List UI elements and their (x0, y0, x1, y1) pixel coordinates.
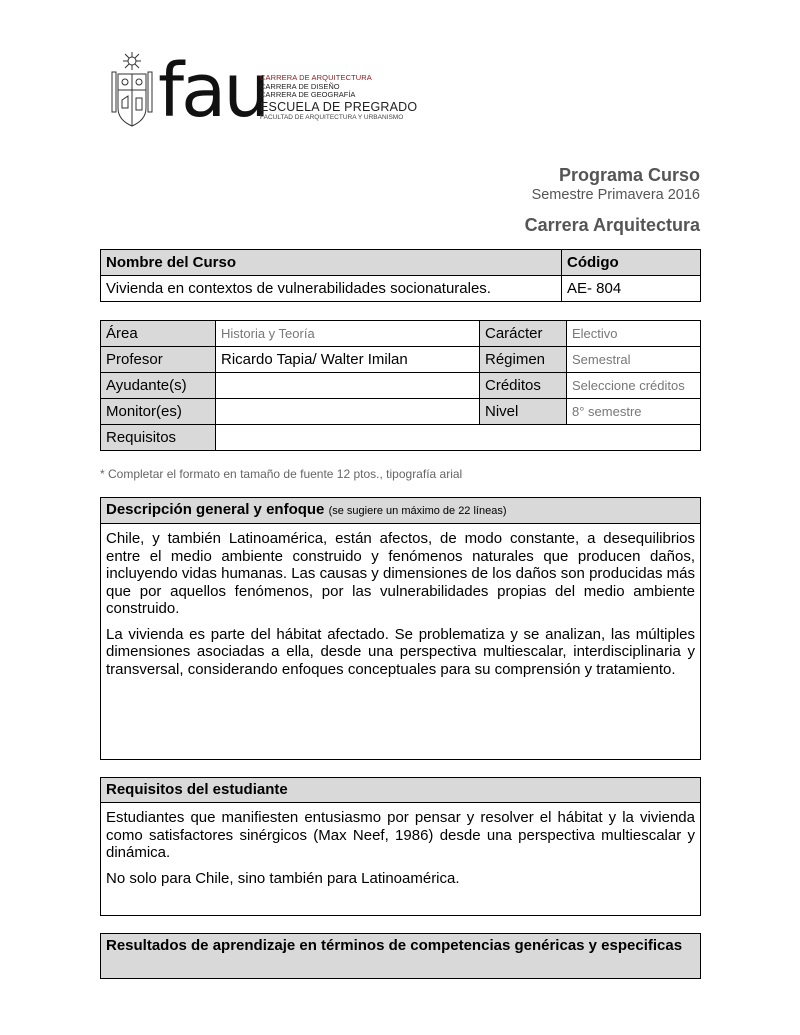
regimen-field[interactable]: Semestral (567, 347, 701, 373)
profesor-label: Profesor (101, 347, 216, 373)
fau-logo (110, 48, 418, 134)
description-paragraph-1: Chile, y también Latinoamérica, están afectos, de modo constante, a desequilibrios entre el medio ambiente construido y fenómenos naturales que producen daños, incluyendo vidas humanas. Las causas y dimensiones de los daños son producidas más que por aquellos fenómenos, por las vulnerabilidades propias del medio ambiente construido. (106, 530, 695, 617)
course-name-header: Nombre del Curso (101, 250, 562, 276)
description-title: Descripción general y enfoque (106, 501, 325, 518)
requirements-section (100, 777, 701, 916)
creditos-field[interactable]: Seleccione créditos (567, 373, 701, 399)
document-titles (525, 164, 700, 236)
format-note: * Completar el formato en tamaño de fuente 12 ptos., tipografía arial (100, 467, 463, 481)
nivel-field[interactable]: 8° semestre (567, 399, 701, 425)
description-paragraph-2: La vivienda es parte del hábitat afectado. Se problematiza y se analizan, las múltiples dimensiones asociadas a ella, desde una perspectiva multiescalar, interdisciplinaria y transversal, considerando enfoques conceptuales para su comprensión y tratamiento. (106, 625, 695, 678)
page-title: Programa Curso (558, 165, 700, 185)
results-title: Resultados de aprendizaje en términos de competencias genéricas y especificas (101, 934, 700, 978)
university-seal-icon (110, 50, 154, 128)
description-header (101, 498, 700, 524)
career-label: Carrera Arquitectura (524, 215, 700, 235)
requirements-title: Requisitos del estudiante (101, 778, 700, 803)
school-list (260, 74, 420, 122)
regimen-label: Régimen (480, 347, 567, 373)
description-hint: (se sugiere un máximo de 22 líneas) (328, 505, 507, 517)
description-body[interactable] (101, 524, 700, 692)
caracter-label: Carácter (480, 321, 567, 347)
requisitos-field[interactable] (216, 425, 701, 451)
course-info-table (100, 320, 701, 451)
requirements-paragraph-1: Estudiantes que manifiesten entusiasmo por pensar y resolver el hábitat y la vivienda como satisfactores sinérgicos (Max Neef, 1986) desde una perspectiva multiescalar y dinámica. (106, 809, 695, 861)
course-name-value: Vivienda en contextos de vulnerabilidades socionaturales. (101, 276, 562, 302)
requisitos-label: Requisitos (101, 425, 216, 451)
requirements-paragraph-2: No solo para Chile, sino también para Latinoamérica. (106, 869, 460, 887)
results-section (100, 933, 701, 979)
school-faculty: FACULTAD DE ARQUITECTURA Y URBANISMO (260, 113, 404, 121)
school-design: CARRERA DE DISEÑO (260, 81, 340, 91)
fau-wordmark: fau (158, 48, 268, 134)
description-section (100, 497, 701, 760)
monitor-label: Monitor(es) (101, 399, 216, 425)
ayudante-label: Ayudante(s) (101, 373, 216, 399)
area-label: Área (101, 321, 216, 347)
ayudante-field[interactable] (216, 373, 480, 399)
semester-label: Semestre Primavera 2016 (531, 187, 700, 203)
course-code-header: Código (562, 250, 701, 276)
profesor-field[interactable]: Ricardo Tapia/ Walter Imilan (216, 347, 480, 373)
school-geography: CARRERA DE GEOGRAFÍA (260, 90, 356, 99)
monitor-field[interactable] (216, 399, 480, 425)
caracter-field[interactable]: Electivo (567, 321, 701, 347)
course-code-value: AE- 804 (562, 276, 701, 302)
area-field[interactable]: Historia y Teoría (216, 321, 480, 347)
requirements-body[interactable] (101, 803, 700, 901)
school-architecture: CARRERA DE ARQUITECTURA (260, 73, 372, 82)
course-table (100, 249, 701, 302)
nivel-label: Nivel (480, 399, 567, 425)
creditos-label: Créditos (480, 373, 567, 399)
school-undergrad: ESCUELA DE PREGRADO (260, 99, 418, 114)
